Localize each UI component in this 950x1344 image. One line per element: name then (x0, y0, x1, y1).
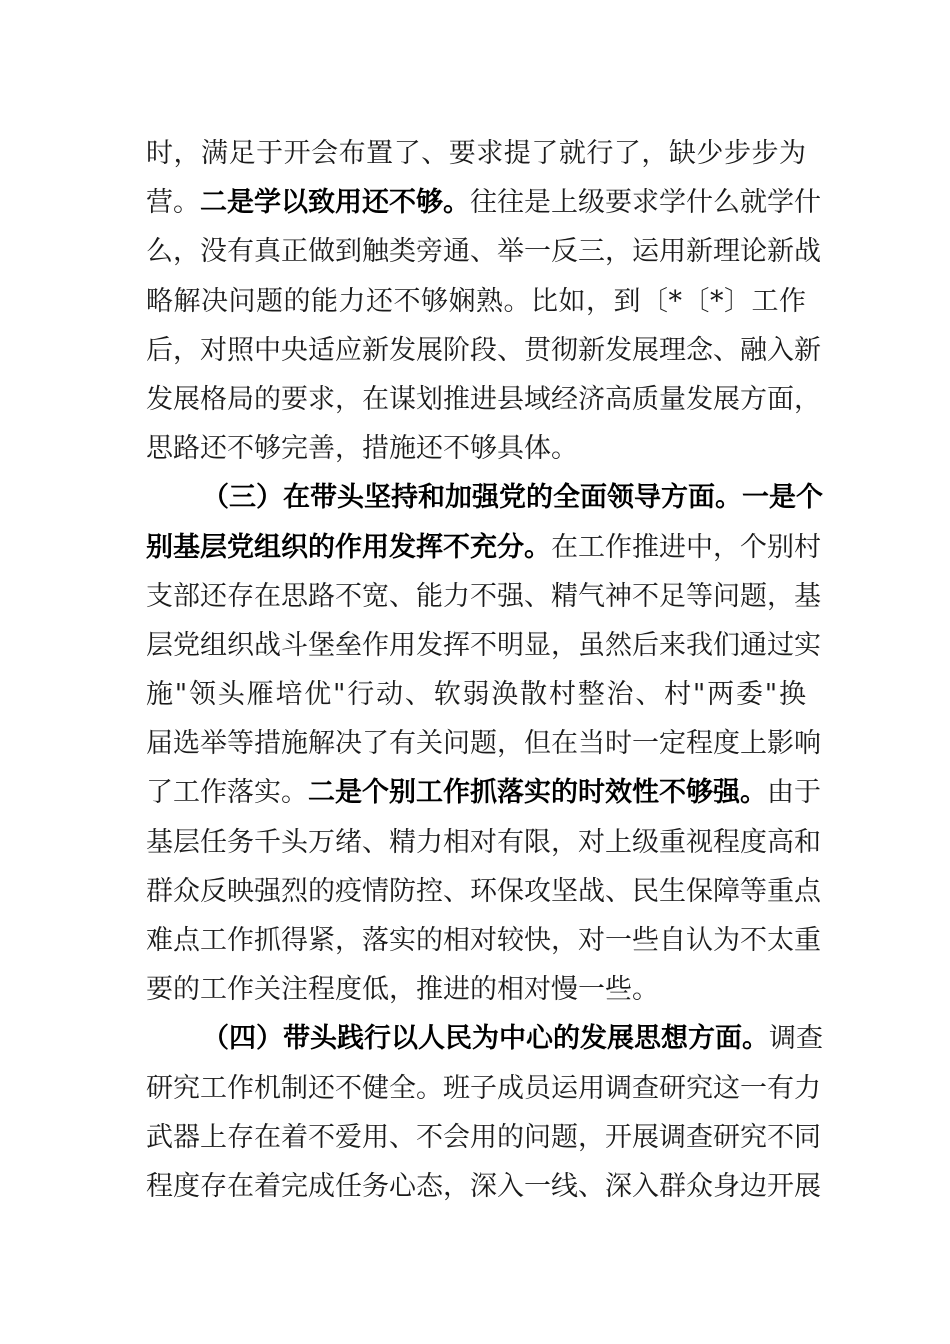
text-run: 思路还不够完善，措施还不够具体。 (146, 433, 578, 465)
text-line (146, 523, 821, 572)
text-line (146, 326, 821, 375)
text-line (146, 965, 806, 1014)
text-line (146, 1113, 821, 1162)
text-line (146, 916, 821, 965)
text-run: 在工作推进中，个别村 (551, 531, 821, 563)
text-run: 武器上存在着不爱用、不会用的问题，开展调查研究不同 (146, 1121, 821, 1153)
section-heading: （三）在带头坚持和加强党的全面领导方面。一是个 (202, 482, 823, 514)
text-run: 研究工作机制还不健全。班子成员运用调查研究这一有力 (146, 1072, 821, 1104)
text-line (146, 867, 821, 916)
text-run: 难点工作抓得紧，落实的相对较快，对一些自认为不太重 (146, 925, 821, 956)
text-line (146, 424, 806, 473)
text-run: 要的工作关注程度低，推进的相对慢一些。 (146, 974, 659, 1006)
text-run: 么，没有真正做到触类旁通、举一反三，运用新理论新战 (146, 236, 821, 268)
text-line (146, 1162, 821, 1211)
section-heading-line (146, 1014, 823, 1063)
text-run: 程度存在着完成任务心态，深入一线、深入群众身边开展 (146, 1170, 821, 1202)
text-run: 由于 (767, 777, 821, 809)
text-line (146, 572, 821, 621)
text-line (146, 227, 821, 276)
text-run: 支部还存在思路不宽、能力不强、精气神不足等问题，基 (146, 580, 821, 612)
text-run: 届选举等措施解决了有关问题，但在当时一定程度上影响 (146, 728, 821, 760)
section-heading: （四）带头践行以人民为中心的发展思想方面。 (202, 1023, 769, 1055)
text-line (146, 375, 821, 424)
text-line (146, 621, 821, 670)
text-line (146, 818, 821, 867)
text-run: 基层任务千头万绪、精力相对有限，对上级重视程度高和 (146, 826, 821, 858)
text-run: 群众反映强烈的疫情防控、环保攻坚战、民生保障等重点 (146, 875, 821, 907)
text-line (146, 129, 806, 178)
bold-heading-run: 二是个别工作抓落实的时效性不够强。 (308, 777, 767, 809)
text-line (146, 178, 821, 227)
text-run: 营。 (146, 187, 200, 219)
text-line (146, 768, 821, 817)
document-body (146, 129, 823, 1211)
text-run: 后，对照中央适应新发展阶段、贯彻新发展理念、融入新 (146, 334, 821, 366)
text-run: 略解决问题的能力还不够娴熟。比如，到〔*〔*〕工作 (146, 285, 806, 317)
text-run: 发展格局的要求，在谋划推进县域经济高质量发展方面， (146, 383, 821, 415)
text-run: 施"领头雁培优"行动、软弱涣散村整治、村"两委"换 (146, 679, 806, 711)
bold-heading-run: 二是学以致用还不够。 (200, 187, 470, 219)
text-line (146, 277, 806, 326)
section-heading-line (146, 473, 823, 522)
text-run: 往往是上级要求学什么就学什 (470, 187, 821, 219)
text-run: 时，满足于开会布置了、要求提了就行了，缺少步步为 (146, 138, 806, 169)
text-line (146, 719, 821, 768)
text-line (146, 670, 806, 719)
text-run: 调查 (769, 1023, 823, 1055)
text-run: 层党组织战斗堡垒作用发挥不明显，虽然后来我们通过实 (146, 629, 821, 661)
text-line (146, 1064, 821, 1113)
text-run: 了工作落实。 (146, 777, 308, 809)
bold-heading-run: 别基层党组织的作用发挥不充分。 (146, 531, 551, 563)
